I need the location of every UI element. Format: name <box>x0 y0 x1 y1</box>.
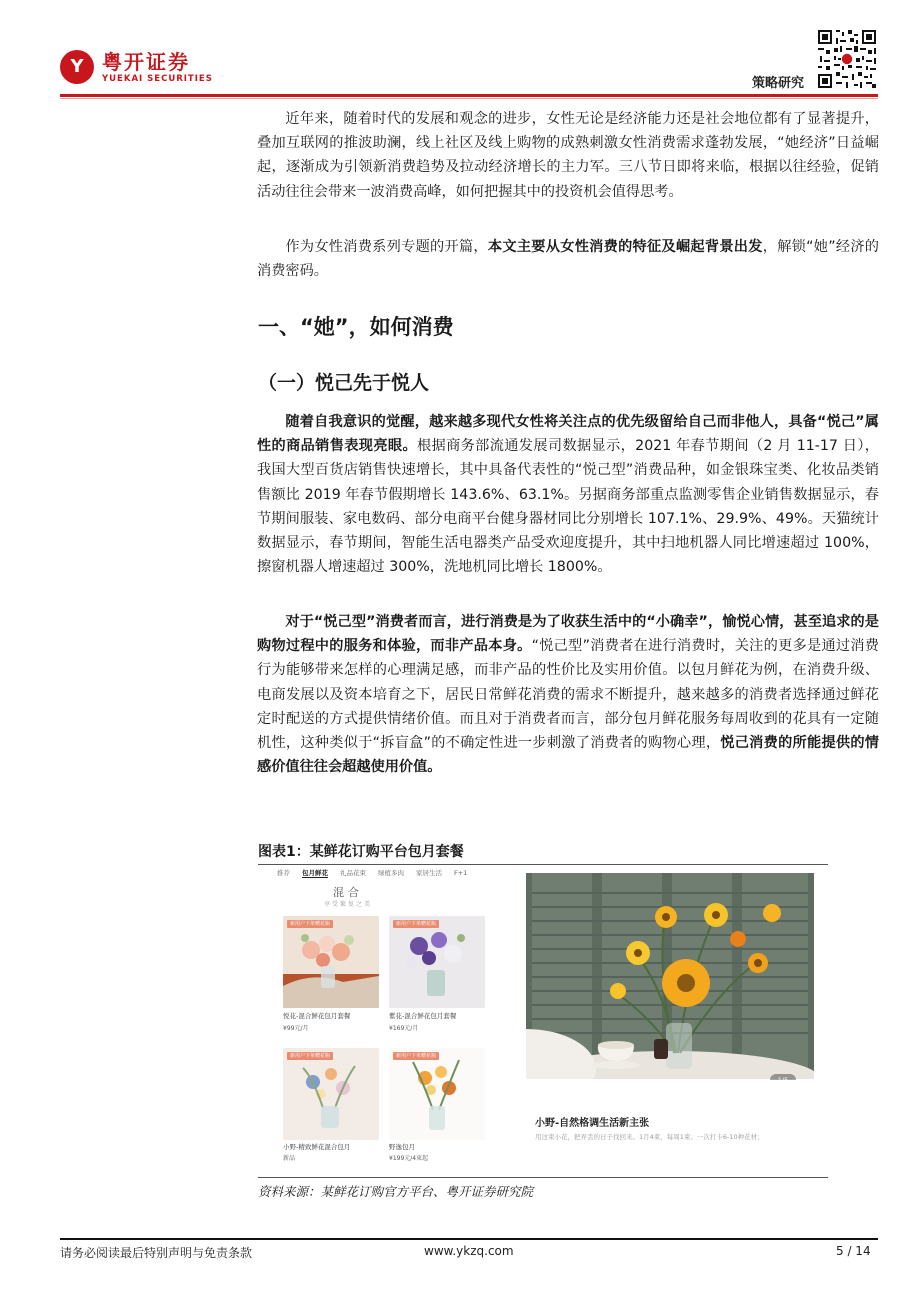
tab-home-living[interactable]: 家居生活 <box>416 869 442 877</box>
subsection-heading: （一）悦己先于悦人 <box>258 372 430 394</box>
qr-code-icon <box>816 28 878 90</box>
sunflower-bouquet-photo <box>526 873 814 1079</box>
logo-english-name: YUEKAI SECURITIES <box>102 74 213 84</box>
paragraph-consumer-psychology: 对于“悦己型”消费者而言，进行消费是为了收获生活中的“小确幸”，愉悦心情，甚至追求的是购物过程中的服务和体验，而非产品本身。“悦己型”消费者在进行消费时，关注的更多是通过消费行为能够带来怎样的心理满足感，而非产品的性价比及实用价值。以包月鲜花为例，在消费升级、电商发展以及资本培育之下，居民日常鲜花消费的需求不断提升，越来越多的消费者选择通过鲜花定时配送的方式提供情绪价值。而且对于消费者而言，部分包月鲜花服务每周收到的花具有一定随机性，这种类似于“拆盲盒”的不确定性进一步刺激了消费者的购物心理，悦己消费的所能提供的情感价值往往会超越使用价值。 <box>257 614 879 776</box>
header-thin-rule <box>60 98 878 99</box>
new-user-badge: 新用户下单赠花瓶 <box>393 1052 439 1060</box>
product-card-image[interactable] <box>389 916 485 1008</box>
logo-glyph: Y <box>70 56 84 77</box>
product-name: 野逸包月 <box>389 1143 415 1151</box>
new-user-badge: 新用户下单赠花瓶 <box>393 920 439 928</box>
photo-caption-panel <box>526 1080 814 1164</box>
product-card-image[interactable] <box>283 916 379 1008</box>
figure-bottom-rule <box>258 1177 828 1178</box>
tab-green-plants[interactable]: 绿植多肉 <box>378 869 404 877</box>
paragraph-self-pleasing: 随着自我意识的觉醒，越来越多现代女性将关注点的优先级留给自己而非他人，具备“悦己”属性的商品销售表现亮眼。根据商务部流通发展司数据显示，2021 年春节期间（2 月 11-17 日），我国大型百货店销售快速增长，其中具备代表性的“悦己型”消费品种，如金银珠宝类、化妆品类销售额比 2019 年春节假期增长 143.6%、63.1%。另据商务部重点监测零售企业销售数据显示，春节期间服装、家电数码、部分电商平台健身器材同比分别增长 107.1%、29.9%、49%。天猫统计数据显示，春节期间，智能生活电器类产品受欢迎度提升，其中扫地机器人同比增速超过 100%，擦窗机器人增速超过 300%，洗地机同比增长 1800%。 <box>257 414 879 576</box>
product-name: 悦花-混合鲜花包月套餐 <box>283 1012 351 1020</box>
product-name: 紫花-混合鲜花包月套餐 <box>389 1012 457 1020</box>
footer-rule <box>60 1238 878 1240</box>
paragraph-intro: 近年来，随着时代的发展和观念的进步，女性无论是经济能力还是社会地位都有了显著提升，叠加互联网的推波助澜，线上社区及线上购物的成熟刺激女性消费需求蓬勃发展，“她经济”日益崛起，逐渐成为引领新消费趋势及拉动经济增长的主力军。三八节日即将来临，根据以往经验，促销活动往往会带来一波消费高峰，如何把握其中的投资机会值得思考。 <box>257 111 879 200</box>
product-price: ¥169元/月 <box>389 1025 419 1032</box>
paragraph-topic: 作为女性消费系列专题的开篇，本文主要从女性消费的特征及崛起背景出发，解锁“她”经济的消费密码。 <box>257 239 879 280</box>
product-price: ¥99元/月 <box>283 1025 309 1032</box>
figure-source: 资料来源：某鲜花订购官方平台、粤开证券研究院 <box>258 1184 534 1199</box>
category-subheading: 享受繁复之美 <box>323 901 372 908</box>
category-heading: 混合 <box>333 886 363 899</box>
app-screenshot <box>273 866 509 1166</box>
tab-recommend[interactable]: 推荐 <box>277 869 290 877</box>
new-user-badge: 新用户下单赠花瓶 <box>287 920 333 928</box>
footer-disclaimer: 请务必阅读最后特别声明与免责条款 <box>60 1246 253 1260</box>
section-label: 策略研究 <box>752 76 805 91</box>
new-user-badge: 新用户下单赠花瓶 <box>287 1052 333 1060</box>
footer-website[interactable]: www.ykzq.com <box>424 1244 514 1258</box>
category-tabs <box>277 868 507 882</box>
tab-monthly-flowers[interactable]: 包月鲜花 <box>302 869 328 877</box>
logo-chinese-name: 粤开证券 <box>102 50 190 74</box>
product-price: 新品 <box>283 1155 296 1162</box>
logo-mark <box>60 50 94 84</box>
product-name: 小野-精致鲜花混合包月 <box>283 1143 351 1151</box>
section-heading: 一、“她”，如何消费 <box>258 315 454 339</box>
company-logo <box>60 50 213 86</box>
footer-page-number: 5 / 14 <box>836 1244 871 1258</box>
product-card-image[interactable] <box>283 1048 379 1140</box>
product-card-image[interactable] <box>389 1048 485 1140</box>
tab-f1[interactable]: F+1 <box>454 869 468 877</box>
header-red-rule <box>60 94 878 97</box>
photo-caption-title: 小野-自然格调生活新主张 <box>535 1118 650 1129</box>
tab-gift-bouquets[interactable]: 礼品花束 <box>340 869 366 877</box>
photo-caption-description: 用这束小花，把弄丢的日子找回来。1月4束，每周1束；一次打卡6-10种花材； <box>535 1133 764 1141</box>
figure-title: 图表1：某鲜花订购平台包月套餐 <box>258 844 464 860</box>
figure-top-rule <box>258 864 828 865</box>
product-price: ¥199元/4束起 <box>389 1155 429 1162</box>
